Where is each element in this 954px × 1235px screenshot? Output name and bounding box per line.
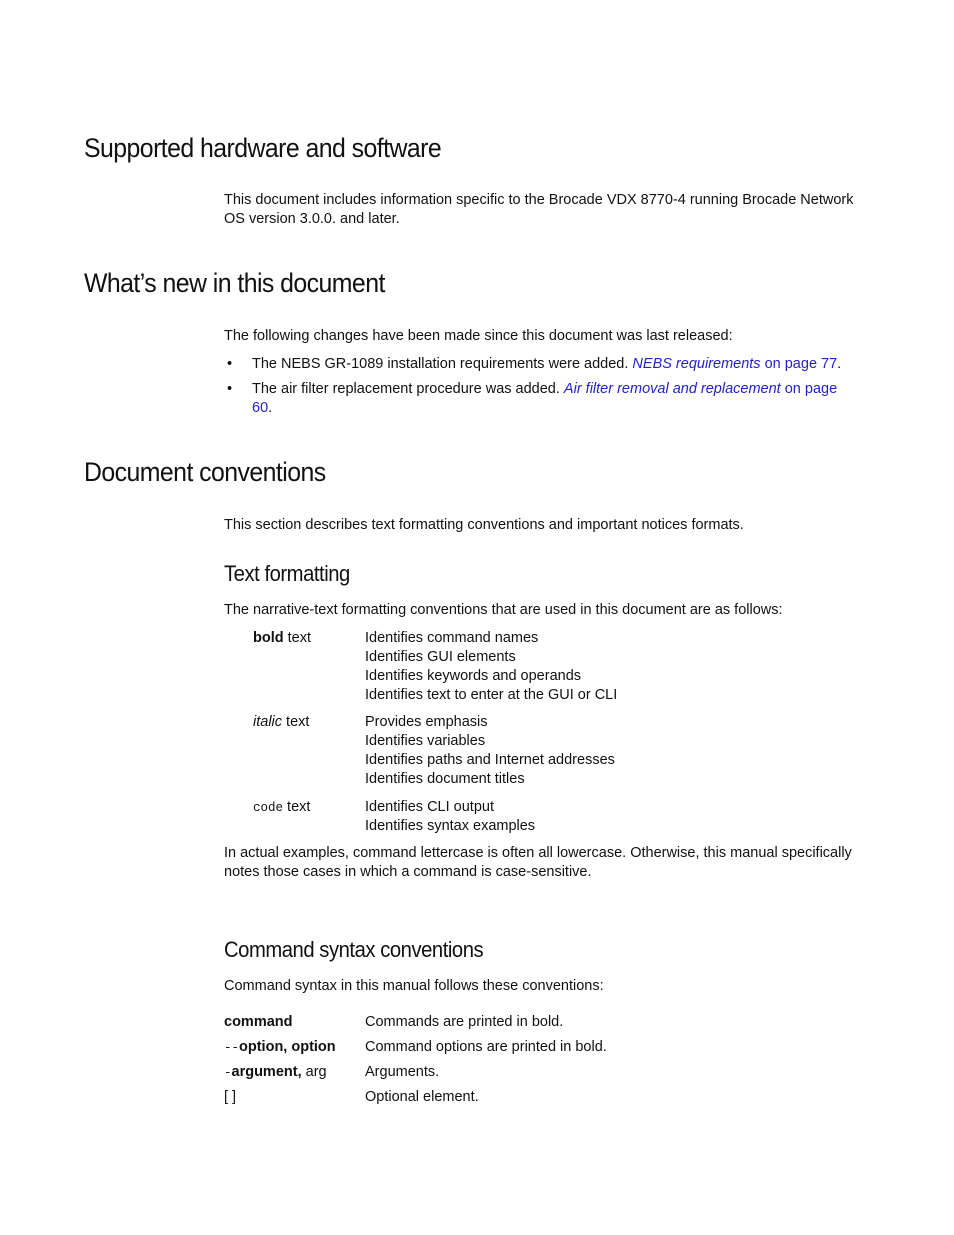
document-page: Supported hardware and software This document includes information specific to the Brocade VDX 8770-4 running Brocade Network OS version 3.0.0. and later. What’s new in this document The following changes have been made since this document was last released: • The NEBS GR-1089 installation requirements were added. NEBS requirements on page 77. • The air filter replacement procedure was added. Air filter removal and replacement on page 60. Document conventions This section describes text formatting conventions and important notices formats. Text formatting The narrative-text formatting conventions that are used in this document are as follows: bold text Identifies command names Identifies GUI elements Identifies keywords and operands Identifies text to enter at the GUI or CLI italic text Provides emphasis Identifies variables Identifies paths and Internet addresses Identifies document titles code text Identifies CLI output Identifies syntax examples In actual examples, command lettercase is often all lowercase. Otherwise, this manual specifically notes those cases in which a command is case-sensitive. Command syntax conventions Command syntax in this manual follows these conventions: command Commands are printed in bold. --option, option Command options are printed in bold. -argument, arg Arguments. [ ] Optional element.	[0, 0, 954, 1235]
term-italic: italic text	[253, 714, 310, 730]
supported-body: This document includes information specific to the Brocade VDX 8770-4 running Brocade Network OS version 3.0.0. and later.	[224, 192, 854, 227]
desc-code: Identifies CLI output Identifies syntax examples	[365, 799, 536, 834]
syntax-term-option: --option, option	[224, 1039, 336, 1055]
heading-supported-hardware: Supported hardware and software	[84, 133, 442, 163]
syntax-desc-optional: Optional element.	[365, 1089, 479, 1105]
conventions-intro: This section describes text formatting conventions and important notices formats.	[224, 517, 744, 533]
command-syntax-intro: Command syntax in this manual follows these conventions:	[224, 978, 604, 994]
desc-italic: Provides emphasis Identifies variables Identifies paths and Internet addresses Identifies document titles	[365, 714, 615, 787]
term-bold: bold text	[253, 630, 312, 646]
syntax-term-argument: -argument, arg	[224, 1064, 327, 1080]
nebs-requirements-link[interactable]: NEBS requirements on page 77	[632, 356, 838, 372]
syntax-term-optional: [ ]	[224, 1089, 237, 1105]
bullet-dot: •	[227, 356, 233, 372]
syntax-desc-option: Command options are printed in bold.	[365, 1039, 607, 1055]
heading-whats-new: What’s new in this document	[84, 268, 385, 298]
syntax-desc-argument: Arguments.	[365, 1064, 440, 1080]
text-formatting-intro: The narrative-text formatting conventions that are used in this document are as follows:	[224, 602, 783, 618]
heading-command-syntax: Command syntax conventions	[224, 937, 484, 962]
whats-new-intro: The following changes have been made since this document was last released:	[224, 328, 733, 344]
bullet-text: The air filter replacement procedure was added.	[252, 381, 564, 397]
syntax-desc-command: Commands are printed in bold.	[365, 1014, 564, 1030]
heading-document-conventions: Document conventions	[84, 457, 326, 487]
bullet-dot: •	[227, 381, 233, 397]
syntax-term-command: command	[224, 1014, 293, 1030]
desc-bold: Identifies command names Identifies GUI elements Identifies keywords and operands Identifies text to enter at the GUI or CLI	[365, 630, 618, 703]
heading-text-formatting: Text formatting	[224, 561, 350, 586]
text-formatting-outro: In actual examples, command lettercase is often all lowercase. Otherwise, this manual specifically notes those cases in which a command is case-sensitive.	[224, 845, 852, 880]
term-code: code text	[253, 799, 311, 815]
bullet-text: The NEBS GR-1089 installation requirements were added.	[252, 356, 633, 372]
air-filter-link[interactable]: Air filter removal and replacement on page 60	[252, 381, 838, 416]
